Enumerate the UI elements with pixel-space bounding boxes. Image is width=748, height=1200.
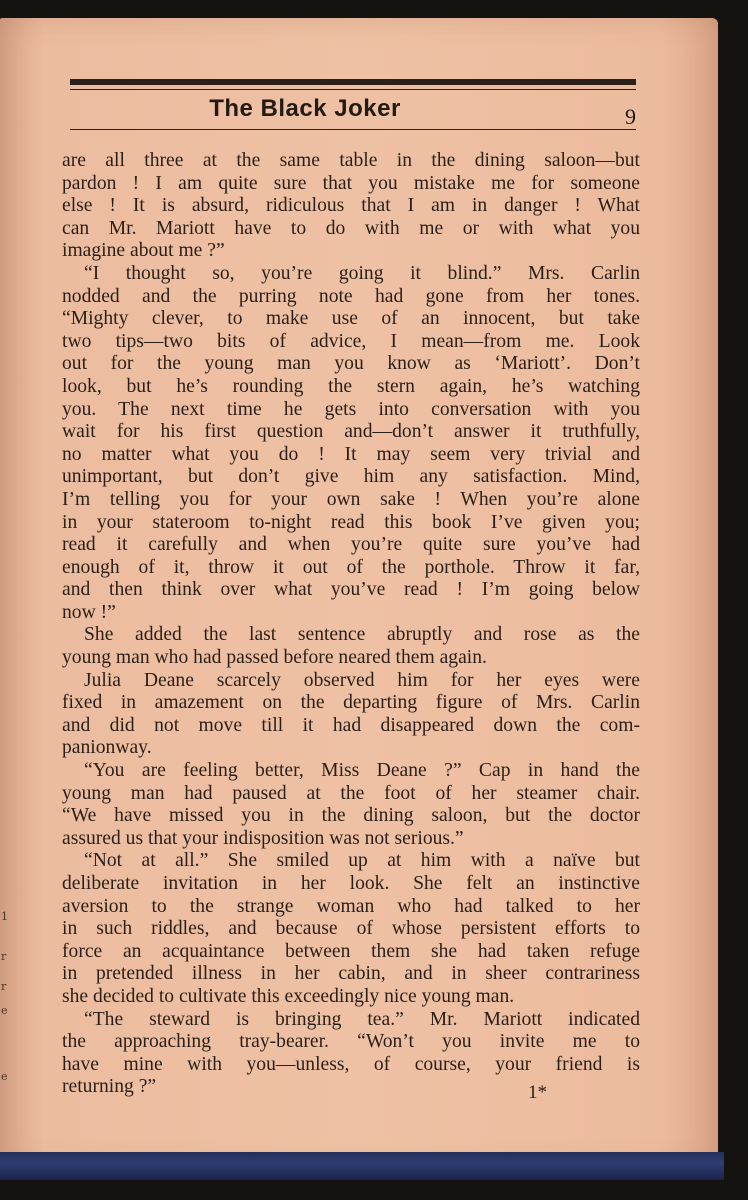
text-line: enough of it, throw it out of the porthole. Throw it far, xyxy=(62,556,640,578)
text-line: young man who had passed before neared them again. xyxy=(62,647,487,669)
facing-page-margin-marks xyxy=(0,820,10,1100)
text-line: nodded and the purring note had gone from her tones. xyxy=(62,285,640,307)
text-line: the approaching tray-bearer. “Won’t you invite me to xyxy=(62,1031,640,1053)
text-line: now !” xyxy=(62,601,116,623)
body-text xyxy=(62,150,640,1099)
text-line: two tips—two bits of advice, I mean—from me. Look xyxy=(62,330,640,352)
text-line: “We have missed you in the dining saloon, but the doctor xyxy=(62,805,640,827)
text-line: force an acquaintance between them she had taken refuge xyxy=(62,940,640,962)
text-line: I’m telling you for your own sake ! When you’re alone xyxy=(62,488,640,510)
text-line: read it carefully and when you’re quite sure you’ve had xyxy=(62,534,640,556)
text-line: Julia Deane scarcely observed him for her eyes were xyxy=(84,669,640,691)
text-line: unimportant, but don’t give him any satisfaction. Mind, xyxy=(62,466,640,488)
text-line: out for the young man you know as ‘Mariott’. Don’t xyxy=(62,353,640,375)
text-line: look, but he’s rounding the stern again, he’s watching xyxy=(62,375,640,397)
text-line: panionway. xyxy=(62,737,152,759)
header-rule-thin xyxy=(70,89,636,90)
text-line: “I thought so, you’re going it blind.” Mrs. Carlin xyxy=(84,262,640,284)
text-line: “You are feeling better, Miss Deane ?” Cap in hand the xyxy=(84,760,640,782)
text-line: “The steward is bringing tea.” Mr. Mariott indicated xyxy=(84,1008,640,1030)
book-binding xyxy=(0,1152,724,1180)
text-line: can Mr. Mariott have to do with me or with what you xyxy=(62,217,640,239)
text-line: young man had paused at the foot of her steamer chair. xyxy=(62,782,640,804)
text-line: wait for his first question and—don’t answer it truthfully, xyxy=(62,421,640,443)
text-line: she decided to cultivate this exceedingly nice young man. xyxy=(62,985,515,1007)
text-line: and did not move till it had disappeared down the com- xyxy=(62,714,640,736)
text-line: no matter what you do ! It may seem very trivial and xyxy=(62,443,640,465)
text-line: in such riddles, and because of whose persistent efforts to xyxy=(62,918,640,940)
text-line: in your stateroom to-night read this book I’ve given you; xyxy=(62,511,640,533)
signature-mark: 1* xyxy=(528,1082,547,1103)
margin-mark: e xyxy=(1,1004,8,1017)
text-line: She added the last sentence abruptly and rose as the xyxy=(84,624,640,646)
text-line: else ! It is absurd, ridiculous that I am in danger ! What xyxy=(62,195,640,217)
running-title: The Black Joker xyxy=(209,95,401,122)
page-number: 9 xyxy=(625,104,636,129)
text-line: fixed in amazement on the departing figure of Mrs. Carlin xyxy=(62,692,640,714)
text-line: returning ?” xyxy=(62,1076,157,1098)
header-rule-bottom xyxy=(70,129,636,130)
margin-mark: 1 xyxy=(1,910,8,923)
text-line: and then think over what you’ve read ! I’m going below xyxy=(62,579,640,601)
text-line: “Not at all.” She smiled up at him with a naïve but xyxy=(84,850,640,872)
margin-mark: r xyxy=(1,950,7,963)
margin-mark: e xyxy=(1,1070,8,1083)
text-line: have mine with you—unless, of course, your friend is xyxy=(62,1053,640,1075)
text-line: in pretended illness in her cabin, and in sheer contrariness xyxy=(62,963,640,985)
text-line: aversion to the strange woman who had talked to her xyxy=(62,895,640,917)
text-line: you. The next time he gets into conversation with you xyxy=(62,398,640,420)
text-line: are all three at the same table in the dining saloon—but xyxy=(62,150,640,171)
text-line: pardon ! I am quite sure that you mistake me for someone xyxy=(62,172,640,194)
text-line: deliberate invitation in her look. She felt an instinctive xyxy=(62,873,640,894)
header-rule-thick xyxy=(70,79,636,85)
text-line: assured us that your indisposition was not serious.” xyxy=(62,827,464,849)
margin-mark: r xyxy=(1,980,7,993)
text-line: “Mighty clever, to make use of an innocent, but take xyxy=(62,308,640,330)
text-line: imagine about me ?” xyxy=(62,240,225,262)
